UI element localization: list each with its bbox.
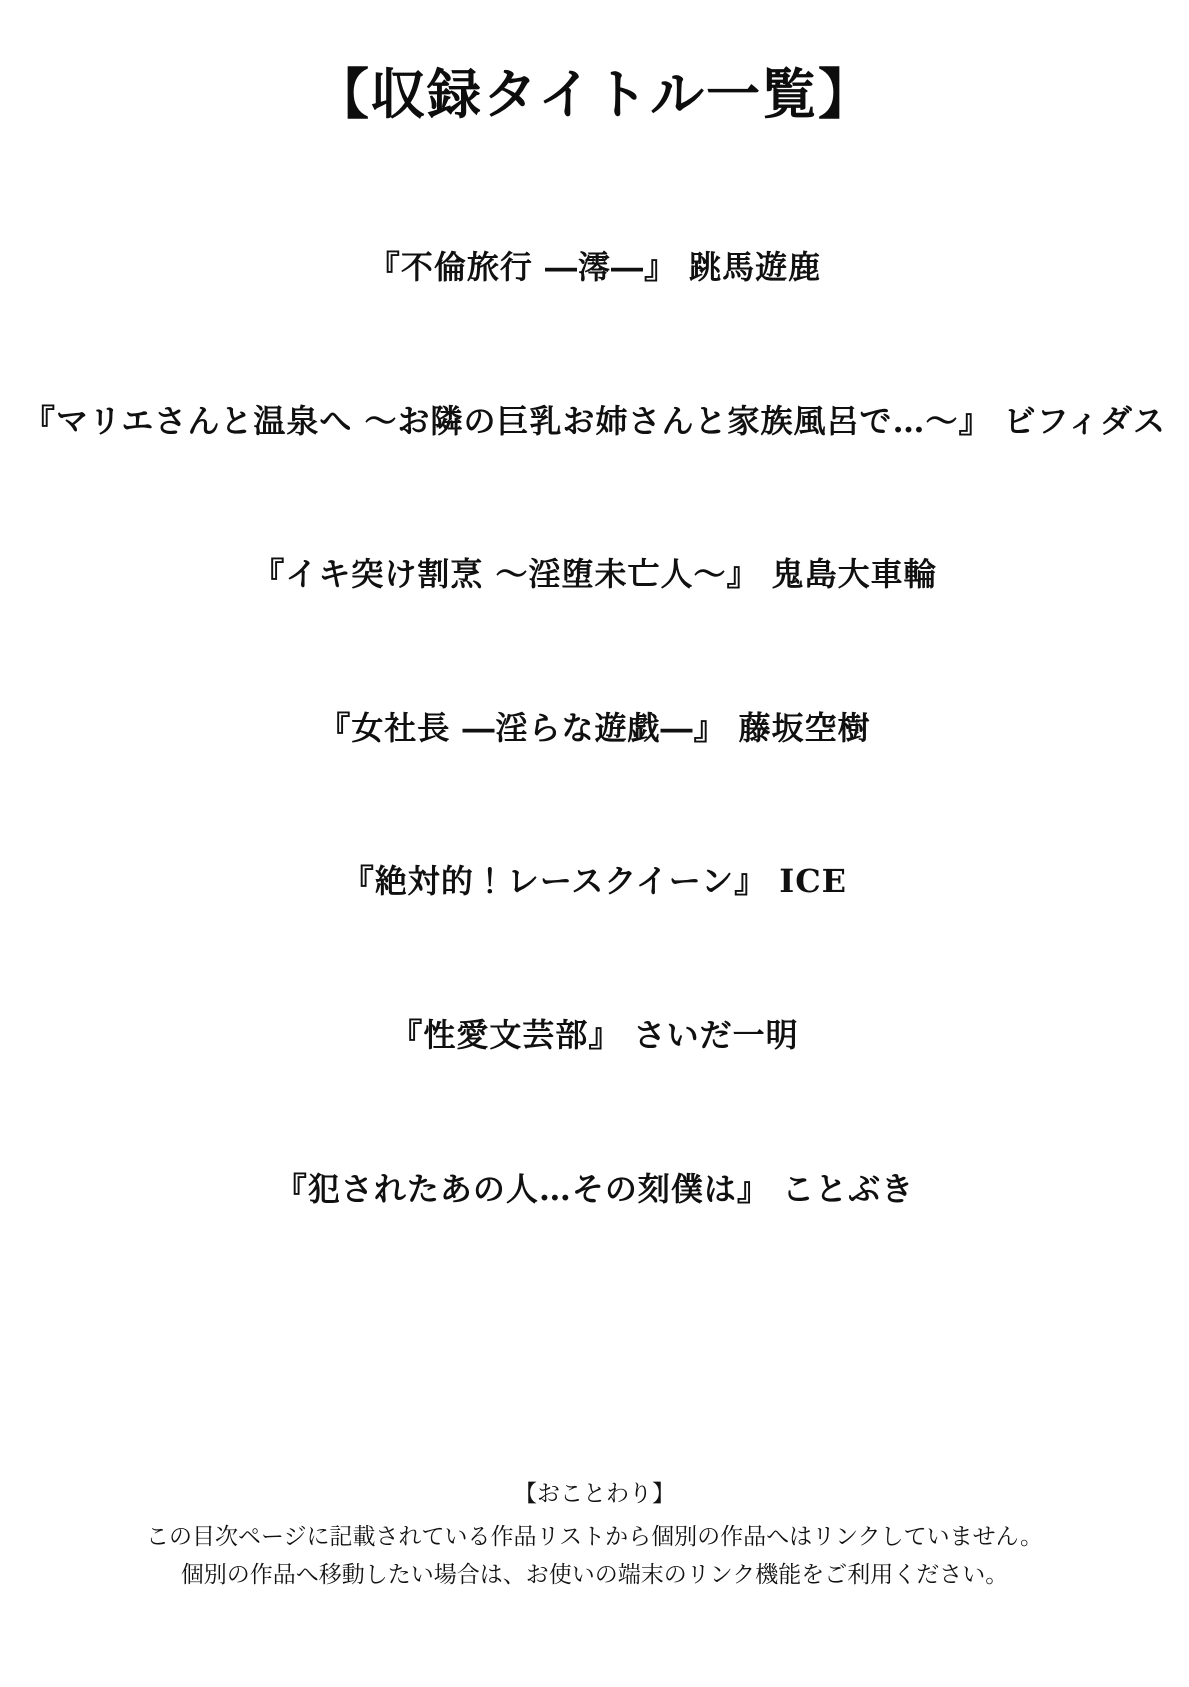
list-item: 『不倫旅行 ―澪―』 跳馬遊鹿 (367, 248, 822, 286)
notice-block (0, 1477, 1189, 1595)
list-item: 『性愛文芸部』 さいだ一明 (390, 1015, 799, 1054)
list-item: 『女社長 ―淫らな遊戯―』 藤坂空樹 (318, 708, 871, 747)
list-item: 『マリエさんと温泉へ ～お隣の巨乳お姉さんと家族風呂で…～』 ビフィダス (22, 401, 1167, 440)
title-list (0, 247, 1189, 1210)
page-title: 【収録タイトル一覧】 (315, 62, 874, 126)
notice-heading: 【おことわり】 (514, 1481, 675, 1508)
list-item: 『犯されたあの人…その刻僕は』 ことぶき (274, 1169, 915, 1208)
list-item: 『絶対的！レースクイーン』 ICE (341, 862, 848, 901)
notice-line-2: 個別の作品へ移動したい場合は、お使いの端末のリンク機能をご利用ください。 (180, 1562, 1009, 1589)
notice-line-1: この目次ページに記載されている作品リストから個別の作品へはリンクしていません。 (146, 1524, 1043, 1551)
list-item: 『イキ突け割烹 ～淫堕未亡人～』 鬼島大車輪 (252, 555, 937, 594)
